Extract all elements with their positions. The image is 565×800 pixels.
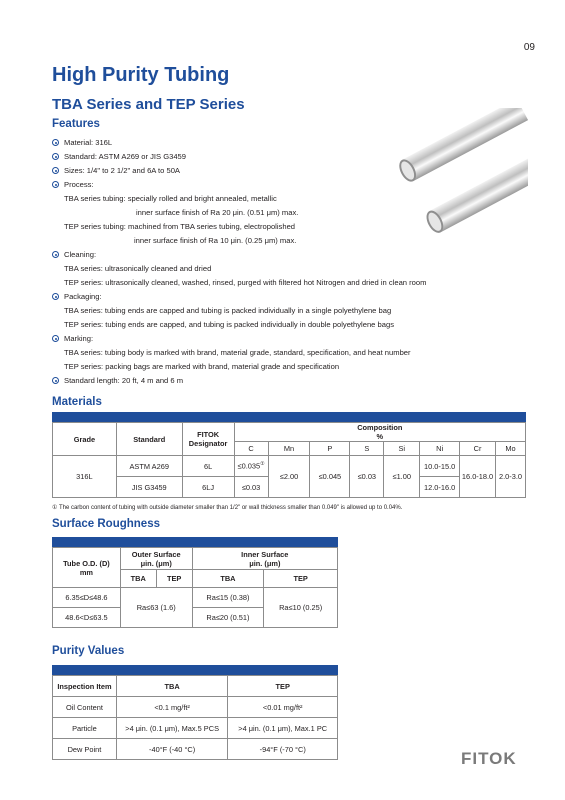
inner-tep-cell: Ra≤10 (0.25) — [264, 588, 338, 628]
tep-header: TEP — [228, 676, 338, 697]
bullet-icon — [52, 167, 59, 174]
inner-surface-header: Inner Surface μin. (μm) — [192, 548, 337, 570]
table-row — [53, 697, 338, 718]
features-heading: Features — [52, 118, 100, 130]
tep-cell: -94°F (-70 °C) — [228, 739, 338, 760]
p-header: P — [310, 442, 350, 456]
designator-header: FITOK Designator — [182, 423, 234, 456]
materials-heading: Materials — [52, 396, 102, 408]
bullet-icon — [52, 153, 59, 160]
process-tba-line1: TBA series tubing: specially rolled and bright annealed, metallic — [64, 194, 277, 203]
cleaning-tep: TEP series: ultrasonically cleaned, washed, rinsed, purged with filtered hot Nitrogen and dried in clean room — [64, 278, 427, 287]
c-header: C — [234, 442, 268, 456]
tep-cell: >4 μin. (0.1 μm), Max.1 PC — [228, 718, 338, 739]
cr-cell: 16.0-18.0 — [460, 456, 496, 498]
bullet-icon — [52, 139, 59, 146]
inspection-item-header: Inspection Item — [53, 676, 117, 697]
feature-standard-length: Standard length: 20 ft, 4 m and 6 m — [64, 376, 184, 385]
od-cell: 6.35≤D≤48.6 — [53, 588, 121, 608]
process-tep-line2: inner surface finish of Ra 10 μin. (0.25 μm) max. — [134, 236, 297, 245]
tep-header: TEP — [156, 570, 192, 588]
designator-cell: 6LJ — [182, 477, 234, 498]
table-row — [53, 718, 338, 739]
composition-header: Composition % — [234, 423, 525, 442]
tba-cell: <0.1 mg/ft² — [116, 697, 228, 718]
s-header: S — [350, 442, 384, 456]
roughness-table — [52, 547, 338, 628]
page-subtitle: TBA Series and TEP Series — [52, 96, 245, 113]
mo-cell: 2.0-3.0 — [496, 456, 526, 498]
si-header: Si — [384, 442, 420, 456]
inner-tba-cell: Ra≤15 (0.38) — [192, 588, 264, 608]
fitok-logo: FITOK — [461, 749, 517, 768]
outer-cell: Ra≤63 (1.6) — [120, 588, 192, 628]
tba-header: TBA — [120, 570, 156, 588]
bullet-icon — [52, 377, 59, 384]
process-tep-line1: TEP series tubing: machined from TBA series tubing, electropolished — [64, 222, 296, 231]
purity-values-heading: Purity Values — [52, 645, 125, 657]
cr-header: Cr — [460, 442, 496, 456]
ni-cell: 12.0-16.0 — [420, 477, 460, 498]
designator-cell: 6L — [182, 456, 234, 477]
tube-image — [396, 108, 528, 250]
od-cell: 48.6<D≤63.5 — [53, 608, 121, 628]
standard-header: Standard — [116, 423, 182, 456]
marking-tba: TBA series: tubing body is marked with brand, material grade, standard, specification, and heat number — [64, 348, 411, 357]
c-cell: ≤0.03 — [234, 477, 268, 498]
s-cell: ≤0.03 — [350, 456, 384, 498]
p-cell: ≤0.045 — [310, 456, 350, 498]
ni-cell: 10.0-15.0 — [420, 456, 460, 477]
tep-cell: <0.01 mg/ft² — [228, 697, 338, 718]
tube-od-header: Tube O.D. (D) mm — [53, 548, 121, 588]
item-cell: Dew Point — [53, 739, 117, 760]
materials-bar — [52, 412, 526, 422]
grade-cell: 316L — [53, 456, 117, 498]
surface-roughness-heading: Surface Roughness — [52, 518, 160, 530]
page-number: 09 — [523, 42, 535, 53]
packaging-tep: TEP series: tubing ends are capped, and tubing is packed individually in double polyethylene bags — [64, 320, 394, 329]
standard-cell: ASTM A269 — [116, 456, 182, 477]
purity-table — [52, 675, 338, 760]
feature-packaging: Packaging: — [64, 292, 102, 301]
roughness-bar — [52, 537, 338, 547]
c-cell: ≤0.035① — [234, 456, 268, 477]
grade-header: Grade — [53, 423, 117, 456]
item-cell: Particle — [53, 718, 117, 739]
feature-process: Process: — [64, 180, 94, 189]
tba-header: TBA — [192, 570, 264, 588]
inner-tba-cell: Ra≤20 (0.51) — [192, 608, 264, 628]
tep-header: TEP — [264, 570, 338, 588]
ni-header: Ni — [420, 442, 460, 456]
cleaning-tba: TBA series: ultrasonically cleaned and dried — [64, 264, 212, 273]
si-cell: ≤1.00 — [384, 456, 420, 498]
materials-note: ① The carbon content of tubing with outside diameter smaller than 1/2" or wall thickness smaller than 0.049" is allowed up to 0.04%. — [52, 505, 403, 511]
tba-cell: >4 μin. (0.1 μm), Max.5 PCS — [116, 718, 228, 739]
process-tba-line2: inner surface finish of Ra 20 μin. (0.51 μm) max. — [136, 208, 299, 217]
tba-header: TBA — [116, 676, 228, 697]
marking-tep: TEP series: packing bags are marked with brand, material grade and specification — [64, 362, 340, 371]
bullet-icon — [52, 251, 59, 258]
item-cell: Oil Content — [53, 697, 117, 718]
mo-header: Mo — [496, 442, 526, 456]
packaging-tba: TBA series: tubing ends are capped and tubing is packed individually in a single polyethylene bag — [64, 306, 392, 315]
table-row — [53, 739, 338, 760]
feature-sizes: Sizes: 1/4" to 2 1/2" and 6A to 50A — [64, 166, 181, 175]
bullet-icon — [52, 181, 59, 188]
feature-marking: Marking: — [64, 334, 94, 343]
outer-surface-header: Outer Surface μin. (μm) — [120, 548, 192, 570]
bullet-icon — [52, 335, 59, 342]
mn-cell: ≤2.00 — [268, 456, 310, 498]
feature-cleaning: Cleaning: — [64, 250, 97, 259]
tba-cell: -40°F (-40 °C) — [116, 739, 228, 760]
feature-standard: Standard: ASTM A269 or JIS G3459 — [64, 152, 186, 161]
standard-cell: JIS G3459 — [116, 477, 182, 498]
mn-header: Mn — [268, 442, 310, 456]
purity-bar — [52, 665, 338, 675]
bullet-icon — [52, 293, 59, 300]
page-title: High Purity Tubing — [52, 64, 230, 86]
materials-table — [52, 422, 526, 498]
feature-material: Material: 316L — [64, 138, 113, 147]
